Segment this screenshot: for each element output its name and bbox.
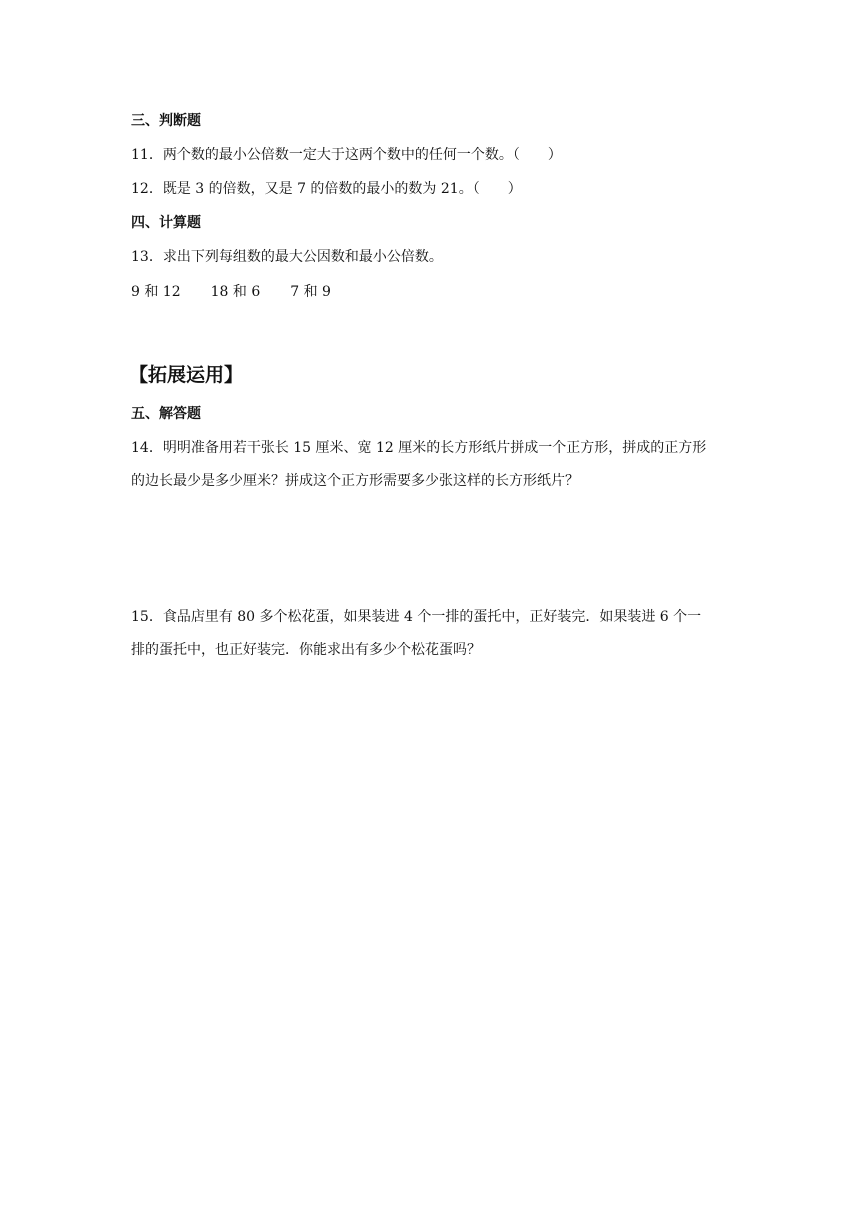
question-15-line-1: 15．食品店里有 80 多个松花蛋，如果装进 4 个一排的蛋托中，正好装完．如果装进 6 个一 bbox=[131, 609, 702, 625]
section-3-title: 三、判断题 bbox=[131, 113, 201, 129]
question-12: 12．既是 3 的倍数，又是 7 的倍数的最小的数为 21。（ ） bbox=[131, 181, 522, 197]
question-14-line-2: 的边长最少是多少厘米？拼成这个正方形需要多少张这样的长方形纸片？ bbox=[131, 473, 579, 489]
number-pair-2: 18 和 6 bbox=[210, 284, 261, 300]
number-pair-3: 7 和 9 bbox=[290, 284, 331, 300]
extension-title: 【拓展运用】 bbox=[129, 364, 244, 386]
number-pair-1: 9 和 12 bbox=[131, 284, 181, 300]
question-13: 13．求出下列每组数的最大公因数和最小公倍数。 bbox=[131, 249, 443, 265]
section-4-title: 四、计算题 bbox=[131, 215, 201, 231]
question-15-line-2: 排的蛋托中，也正好装完．你能求出有多少个松花蛋吗？ bbox=[131, 642, 481, 658]
number-pairs bbox=[131, 283, 331, 301]
section-5-title: 五、解答题 bbox=[131, 406, 201, 422]
question-14-line-1: 14．明明准备用若干张长 15 厘米、宽 12 厘米的长方形纸片拼成一个正方形，拼成的正方形 bbox=[131, 440, 707, 456]
question-11: 11．两个数的最小公倍数一定大于这两个数中的任何一个数。（ ） bbox=[131, 147, 562, 163]
